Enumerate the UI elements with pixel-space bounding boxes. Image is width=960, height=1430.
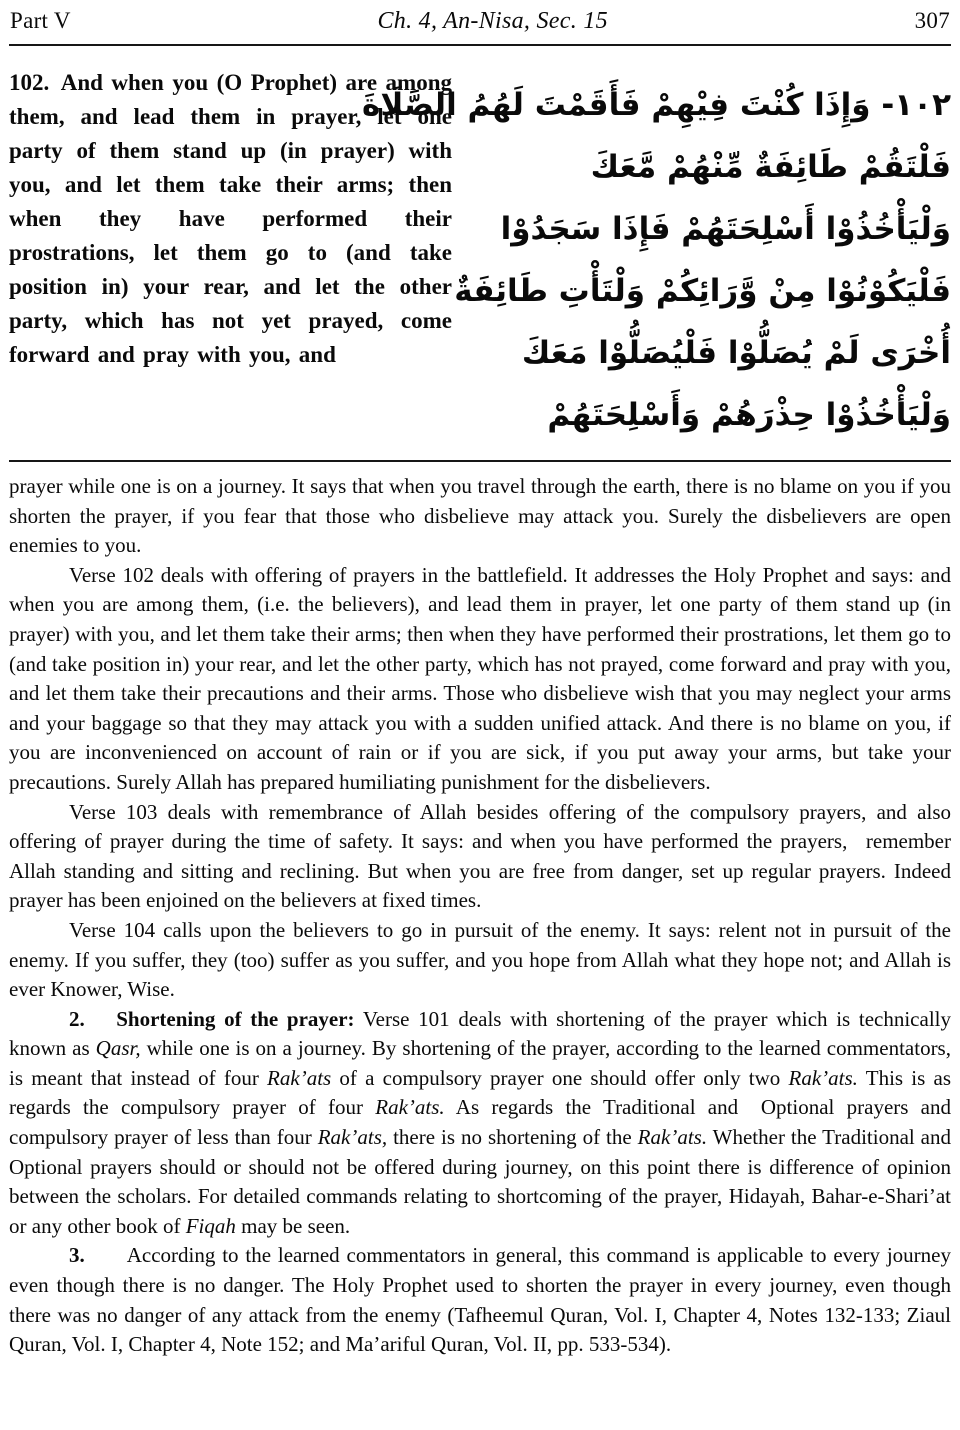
text-run: while one is on a journey. By shortening of the prayer, according to the learned commentators, is meant that instead of four — [9, 1036, 951, 1090]
text-run: Verse 102 deals with offering of prayers in the battlefield. It addresses the Holy Prophet and says: and when you are among them, (i.e. the believers), and lead them in prayer, let one party of them stand up (in prayer) with you, and let them take their arms; then when they have performed their prostrations, let them go to (and take position in) your rear, and let the other party, which has not prayed, come forward and pray with you, and let them take their precautions and their arms. Those who disbelieve wish that you may neglect your arms and your baggage so that they may attack you with a sudden unified attack. And there is no blame on you, if you are inconvenienced on account of rain or if you are sick, if you put away your arms, but take your precautions. Surely Allah has prepared humiliating punishment for the disbelievers. — [9, 562, 951, 794]
chapter-title: Ch. 4, An-Nisa, Sec. 15 — [377, 8, 608, 34]
arabic-verse-line: ١٠٢- وَإِذَا كُنْتَ فِيْهِمْ فَأَقَمْتَ لَهُمُ الصَّلَاةَ — [362, 87, 951, 123]
text-run: of a compulsory prayer one should offer only two — [331, 1065, 789, 1090]
commentary-paragraph — [9, 1241, 951, 1359]
text-run: Rak’ats — [267, 1065, 332, 1090]
arabic-verse-line: وَلْيَأْخُذُوْا حِذْرَهُمْ وَأَسْلِحَتَهُمْ — [547, 397, 951, 433]
text-run: Rak’ats. — [637, 1125, 708, 1150]
text-run: This is as regards the compulsory prayer of four — [9, 1065, 951, 1120]
arabic-verse-line: أُخْرَى لَمْ يُصَلُّوْا فَلْيُصَلُّوْا مَعَكَ — [521, 335, 951, 371]
text-run: Verse 103 deals with remembrance of Allah besides offering of the compulsory prayers, and also offering of prayer during the time of safety. It says: and when you have performed the prayers, remember Allah standing and sitting and reclining. But when you are free from danger, set up regular prayers. Indeed prayer has been enjoined on the believers at fixed times. — [9, 799, 951, 913]
part-label: Part V — [10, 8, 71, 33]
text-run: Rak’ats, — [317, 1125, 388, 1150]
commentary-paragraph — [9, 916, 951, 1005]
commentary-paragraph — [9, 472, 951, 561]
commentary-paragraph — [9, 1005, 951, 1242]
arabic-verse-line: فَلْيَكُوْنُوْا مِنْ وَّرَائِكُمْ وَلْتَأْتِ طَائِفَةٌ — [454, 273, 951, 309]
text-run: may be seen. — [235, 1213, 351, 1238]
commentary-paragraph — [9, 798, 951, 916]
text-run: As regards the Traditional and Optional prayers and compulsory prayer of less than four — [9, 1095, 952, 1150]
text-run: Verse 104 calls upon the believers to go in pursuit of the enemy. It says: relent not in pursuit of the enemy. If you suffer, they (too) suffer as you suffer, and you hope from Allah what they hope not; and Allah is ever Knower, Wise. — [9, 917, 951, 1002]
text-run: Rak’ats. — [788, 1065, 858, 1090]
text-run: 3. — [69, 1243, 85, 1268]
verse-section — [9, 46, 951, 460]
text-run: there is no shortening of the — [387, 1125, 638, 1150]
text-run: 2. Shortening of the prayer: — [69, 1006, 355, 1031]
verse-translation: 102. And when you (O Prophet) are among them, and lead them in prayer, let one party of them stand up (in prayer) with you, and let them take their arms; then when they have performed their prostrations, let them go to (and take position in) your rear, and let the other party, which has not yet prayed, come forward and pray with you, and — [9, 70, 452, 367]
arabic-verse-line: وَلْيَأْخُذُوْا أَسْلِحَتَهُمْ فَإِذَا سَجَدُوْا — [500, 211, 951, 247]
text-run: Verse 101 deals with shortening of the prayer which is technically known as — [9, 1006, 951, 1061]
verse-arabic — [362, 66, 951, 446]
text-run: Fiqah — [185, 1213, 236, 1238]
text-run: According to the learned commentators in general, this command is applicable to every journey even though there is no danger. The Holy Prophet used to shorten the prayer in every journey, even though there was no danger of any attack from the enemy (Tafheemul Quran, Vol. I, Chapter 4, Notes 132-133; Ziaul Quran, Vol. I, Chapter 4, Note 152; and Ma’ariful Quran, Vol. II, pp. 533-534). — [9, 1243, 951, 1357]
commentary-section — [9, 462, 951, 1360]
text-run: prayer while one is on a journey. It says that when you travel through the earth, there is no blame on you if you shorten the prayer, if you fear that those who disbelieve may attack you. Surely the disbelievers are open enemies to you. — [9, 474, 951, 558]
page-number: 307 — [914, 8, 950, 33]
text-run: Rak’ats. — [375, 1095, 445, 1120]
text-run: Qasr, — [95, 1036, 141, 1061]
commentary-paragraph — [9, 561, 951, 798]
arabic-verse-line: فَلْتَقُمْ طَائِفَةٌ مِّنْهُمْ مَّعَكَ — [590, 149, 951, 185]
page-header — [9, 6, 951, 44]
text-run: Whether the Traditional and Optional prayers should or should not be offered during journey, on this point there is difference of opinion between the scholars. For detailed commands relating to shortcoming of the prayer, Hidayah, Bahar-e-Shari’at or any other book of — [9, 1125, 952, 1238]
